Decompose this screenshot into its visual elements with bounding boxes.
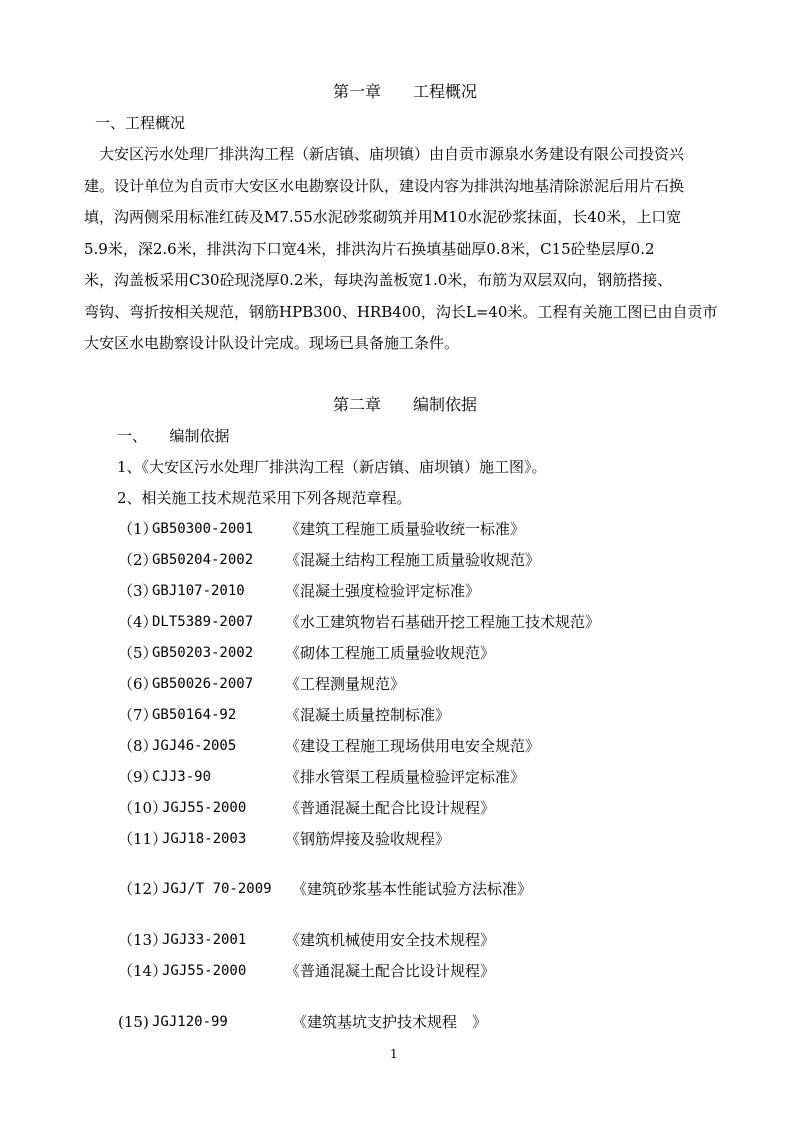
reference-title: 《钢筋焊接及验收规程》 <box>285 830 451 848</box>
reference-title: 《建筑工程施工质量验收统一标准》 <box>285 520 526 538</box>
reference-code: GB50026-2007 <box>152 676 254 692</box>
reference-title: 《建筑基坑支护技术规程 》 <box>292 1013 488 1031</box>
reference-code: GB50164-92 <box>152 707 237 723</box>
reference-title: 《普通混凝土配合比设计规程》 <box>285 799 496 817</box>
reference-item <box>118 930 718 950</box>
reference-item <box>118 674 718 694</box>
reference-item <box>118 550 718 570</box>
chapter-2-title: 第二章 编制依据 <box>333 395 478 414</box>
reference-code: GB50300-2001 <box>152 521 254 537</box>
reference-number: （11） <box>118 830 168 848</box>
reference-title: 《建设工程施工现场供用电安全规范》 <box>285 737 541 755</box>
reference-number: （8） <box>118 737 158 755</box>
page-number: 1 <box>390 1047 398 1061</box>
reference-item <box>118 705 718 725</box>
chapter-1-section-heading: 一、工程概况 <box>95 114 186 132</box>
reference-code: JGJ55-2000 <box>162 963 247 979</box>
paragraph-line: 大安区水电勘察设计队设计完成。现场已具备施工条件。 <box>84 334 460 352</box>
reference-title: 《普通混凝土配合比设计规程》 <box>285 962 496 980</box>
reference-item <box>118 581 718 601</box>
reference-number: （2） <box>118 551 158 569</box>
reference-number: （6） <box>118 675 158 693</box>
reference-title: 《砌体工程施工质量验收规范》 <box>285 644 496 662</box>
reference-number: （10） <box>118 799 168 817</box>
reference-code: CJJ3-90 <box>152 769 212 785</box>
reference-title: 《水工建筑物岩石基础开挖工程施工技术规范》 <box>285 613 601 631</box>
reference-item <box>118 1012 718 1032</box>
reference-item <box>118 736 718 756</box>
reference-code: DLT5389-2007 <box>152 614 254 630</box>
reference-code: JGJ55-2000 <box>162 800 247 816</box>
reference-title: 《混凝土强度检验评定标准》 <box>285 582 481 600</box>
reference-item <box>118 961 718 981</box>
reference-title: 《工程测量规范》 <box>285 675 406 693</box>
reference-number: （5） <box>118 644 158 662</box>
reference-item <box>118 767 718 787</box>
reference-number: （3） <box>118 582 158 600</box>
reference-number: （13） <box>118 931 168 949</box>
chapter-1-title: 第一章 工程概况 <box>333 82 478 101</box>
reference-number: （4） <box>118 613 158 631</box>
paragraph-line: 建。设计单位为自贡市大安区水电勘察设计队，建设内容为排洪沟地基清除淤泥后用片石换 <box>84 176 685 195</box>
reference-title: 《建筑机械使用安全技术规程》 <box>285 931 496 949</box>
reference-item <box>118 612 718 632</box>
reference-code: JGJ18-2003 <box>162 831 247 847</box>
reference-title: 《建筑砂浆基本性能试验方法标准》 <box>292 880 533 898</box>
paragraph-line: 大安区污水处理厂排洪沟工程（新店镇、庙坝镇）由自贡市源泉水务建设有限公司投资兴 <box>84 145 685 163</box>
paragraph-line: 5.9米，深2.6米，排洪沟下口宽4米，排洪沟片石换填基础厚0.8米，C15砼垫层厚0.2 <box>84 239 655 258</box>
paragraph-line: 填，沟两侧采用标准红砖及M7.55水泥砂浆砌筑并用M10水泥砂浆抹面，长40米，上口宽 <box>84 208 682 226</box>
basis-item-2: 2、相关施工技术规范采用下列各规范章程。 <box>117 489 412 507</box>
reference-code: JGJ46-2005 <box>152 738 237 754</box>
reference-number: (15) <box>118 1013 149 1031</box>
reference-code: JGJ33-2001 <box>162 932 247 948</box>
reference-item <box>118 519 718 539</box>
reference-title: 《排水管渠工程质量检验评定标准》 <box>285 768 526 786</box>
reference-code: GB50204-2002 <box>152 552 254 568</box>
chapter-2-section-heading: 一、 编制依据 <box>117 427 230 445</box>
reference-code: GBJ107-2010 <box>152 583 245 599</box>
reference-title: 《混凝土质量控制标准》 <box>285 706 451 724</box>
reference-number: （14） <box>118 962 168 980</box>
project-overview-paragraph <box>84 139 724 360</box>
reference-number: （12） <box>118 880 168 898</box>
reference-item <box>118 798 718 818</box>
paragraph-line: 米，沟盖板采用C30砼现浇厚0.2米，每块沟盖板宽1.0米，布筋为双层双向，钢筋搭接、 <box>84 271 673 289</box>
reference-item <box>118 643 718 663</box>
reference-code: JGJ/T 70-2009 <box>162 881 272 897</box>
reference-title: 《混凝土结构工程施工质量验收规范》 <box>285 551 541 569</box>
reference-item <box>118 879 718 899</box>
reference-number: （7） <box>118 706 158 724</box>
reference-code: GB50203-2002 <box>152 645 254 661</box>
reference-code: JGJ120-99 <box>152 1014 228 1030</box>
reference-number: （1） <box>118 520 158 538</box>
reference-number: （9） <box>118 768 158 786</box>
basis-item-1: 1、《大安区污水处理厂排洪沟工程（新店镇、庙坝镇）施工图》。 <box>117 458 547 476</box>
reference-item <box>118 829 718 849</box>
paragraph-line: 弯钩、弯折按相关规范，钢筋HPB300、HRB400，沟长L=40米。工程有关施工图已由自贡市 <box>84 302 718 321</box>
